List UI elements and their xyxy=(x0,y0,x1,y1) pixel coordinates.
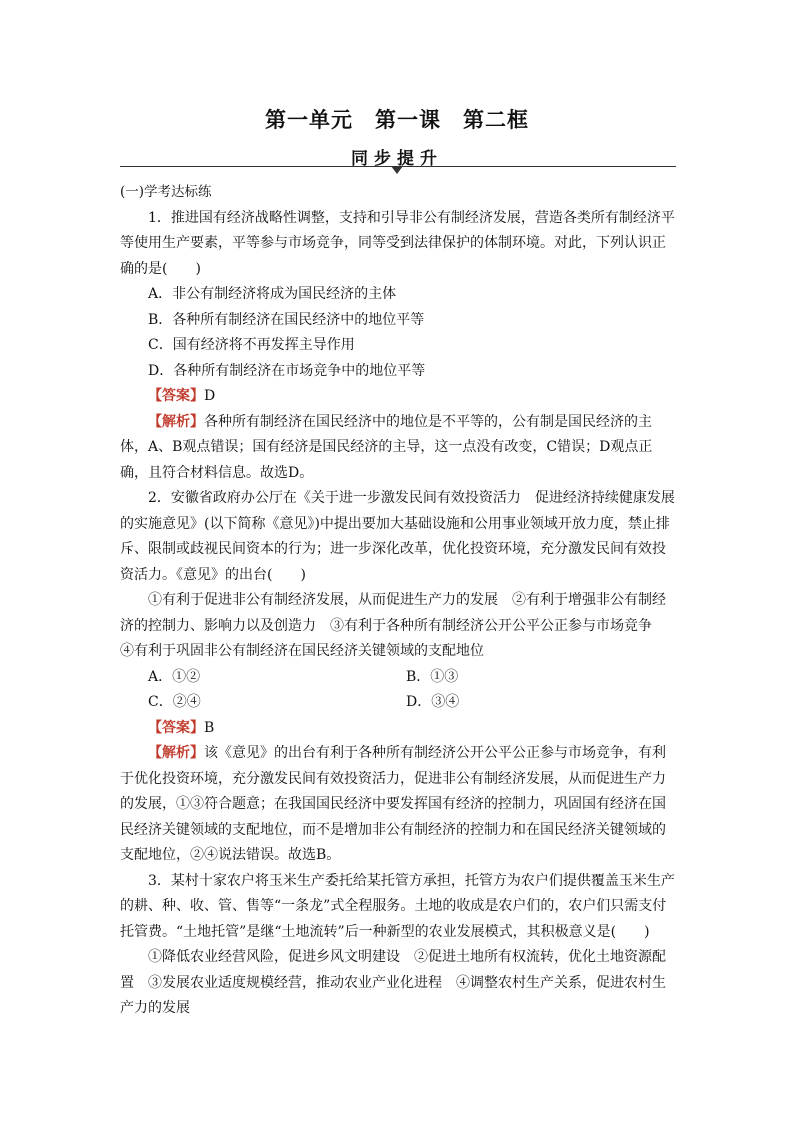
question-1-option-b: B．各种所有制经济在国民经济中的地位平等 xyxy=(148,311,425,328)
question-2-options-row-2 xyxy=(120,690,676,716)
question-1-option-d: D．各种所有制经济在市场竞争中的地位平等 xyxy=(148,362,426,379)
question-2-options-row-1 xyxy=(120,665,676,691)
answer-value: B xyxy=(204,719,215,736)
content xyxy=(120,180,676,1022)
question-1-option-a: A．非公有制经济将成为国民经济的主体 xyxy=(148,286,397,302)
question-2-answer xyxy=(120,716,676,742)
question-2-option-d: D．③④ xyxy=(406,694,460,710)
analysis-tag: 【解析】 xyxy=(148,413,204,430)
question-1-option-c: C．国有经济将不再发挥主导作用 xyxy=(148,337,355,353)
section-heading: (一)学考达标练 xyxy=(120,184,212,200)
page-subtitle: 同步提升 xyxy=(351,149,443,169)
answer-value: D xyxy=(204,388,216,404)
analysis-text: 该《意见》的出台有利于各种所有制经济公开公平公正参与市场竞争，有利于优化投资环境，充分激发民间有效投资活力，促进非公有制经济发展，从而促进生产力的发展，①③符合题意；在我国国民经济中要发挥国有经济的控制力，巩固国有经济在国民经济关键领域的支配地位，而不是增加非公有制经济的控制力和在国民经济关键领域的支配地位，②④说法错误。故选B。 xyxy=(120,745,666,863)
answer-tag: 【答案】 xyxy=(148,388,204,404)
page-title: 第一单元 第一课 第二框 xyxy=(265,108,529,132)
question-1-analysis xyxy=(120,410,676,487)
answer-tag: 【答案】 xyxy=(148,719,204,736)
analysis-text: 各种所有制经济在国民经济中的地位是不平等的，公有制是国民经济的主体，A、B观点错误；国有经济是国民经济的主导，这一点没有改变，C错误；D观点正确，且符合材料信息。故选D。 xyxy=(120,413,653,481)
question-3-stem: 3．某村十家农户将玉米生产委托给某托管方承担，托管方为农户们提供覆盖玉米生产的耕、种、收、管、售等“一条龙”式全程服务。土地的收成是农户们的，农户们只需支付托管费。“土地托管”是继“土地流转”后一种新型的农业发展模式，其积极意义是( ) xyxy=(120,872,675,940)
question-1-stem: 1．推进国有经济战略性调整，支持和引导非公有制经济发展，营造各类所有制经济平等使用生产要素，平等参与市场竞争，同等受到法律保护的体制环境。对此，下列认识正确的是( ) xyxy=(120,209,675,277)
question-2-items: ①有利于促进非公有制经济发展，从而促进生产力的发展 ②有利于增强非公有制经济的控制力、影响力以及创造力 ③有利于各种所有制经济公开公平公正参与市场竞争 ④有利于巩固非公有制经济在国民经济关键领域的支配地位 xyxy=(120,592,666,659)
divider-triangle-icon xyxy=(391,166,403,174)
question-2-option-b: B．①③ xyxy=(406,668,459,685)
question-2-stem: 2．安徽省政府办公厅在《关于进一步激发民间有效投资活力 促进经济持续健康发展的实施意见》(以下简称《意见》)中提出要加大基础设施和公用事业领域开放力度，禁止排斥、限制或歧视民间资本的行为；进一步深化改革，优化投资环境，充分激发民间有效投资活力。《意见》的出台( ) xyxy=(120,490,675,583)
question-2-analysis xyxy=(120,741,676,869)
analysis-tag: 【解析】 xyxy=(148,745,204,761)
question-2-option-a: A．①② xyxy=(148,668,201,685)
question-1-answer xyxy=(120,384,676,410)
question-2-option-c: C．②④ xyxy=(148,694,201,710)
question-3-items: ①降低农业经营风险，促进乡风文明建设 ②促进土地所有权流转，优化土地资源配置 ③发展农业适度规模经营，推动农业产业化进程 ④调整农村生产关系，促进农村生产力的发展 xyxy=(120,949,666,1016)
